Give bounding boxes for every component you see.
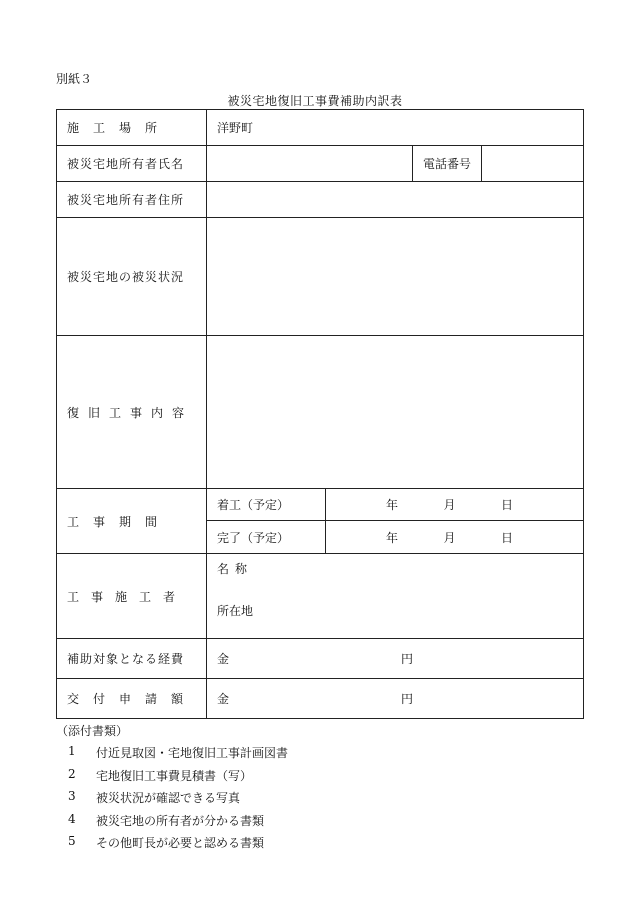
phone-label: 電話番号 (413, 146, 482, 182)
row-period-start (57, 489, 584, 521)
end-month-unit: 月 (443, 530, 456, 545)
list-item: 3 被災状況が確認できる写真 (68, 789, 241, 806)
contractor-name-label: 名称 (217, 562, 254, 576)
phone-value[interactable] (482, 146, 584, 182)
site-value[interactable]: 洋野町 (207, 110, 584, 146)
end-year-unit: 年 (386, 530, 399, 545)
site-label: 施 工 場 所 (57, 110, 207, 146)
start-day-unit: 日 (501, 498, 514, 512)
start-year-unit: 年 (386, 498, 399, 512)
contractor-address-label: 所在地 (217, 604, 254, 618)
contractor-label: 工事施工者 (57, 554, 207, 639)
attachments-heading: （添付書類） (56, 724, 129, 738)
list-item: 2 宅地復旧工事費見積書（写） (68, 766, 253, 783)
owner-address-value[interactable] (207, 182, 584, 218)
start-month-unit: 月 (443, 498, 456, 512)
document-title: 被災宅地復旧工事費補助内訳表 (227, 94, 403, 108)
row-work-content (57, 336, 584, 489)
row-grant-amount (57, 679, 584, 719)
eligible-cost-value[interactable] (207, 639, 584, 679)
end-label: 完了（予定） (207, 521, 326, 554)
end-date-field[interactable] (326, 521, 584, 554)
eligible-cost-label: 補助対象となる経費 (57, 639, 207, 679)
damage-status-value[interactable] (207, 218, 584, 336)
owner-address-label: 被災宅地所有者住所 (57, 182, 207, 218)
damage-status-label: 被災宅地の被災状況 (57, 218, 207, 336)
work-content-label: 復旧工事内容 (57, 336, 207, 489)
start-label: 着工（予定） (207, 489, 326, 521)
period-label: 工 事 期 間 (57, 489, 207, 554)
eligible-cost-kin: 金 (217, 652, 230, 666)
list-item: 1 付近見取図・宅地復旧工事計画図書 (68, 744, 289, 760)
row-eligible-cost (57, 639, 584, 679)
row-damage-status (57, 218, 584, 336)
attachments-list (68, 744, 288, 857)
eligible-cost-yen: 円 (401, 652, 414, 666)
list-item: 4 被災宅地の所有者が分かる書類 (68, 811, 265, 828)
row-site (57, 110, 584, 146)
grant-amount-value[interactable] (207, 679, 584, 719)
subsidy-breakdown-table (56, 109, 584, 719)
owner-name-value[interactable] (207, 146, 413, 182)
row-owner-address (57, 182, 584, 218)
list-item: 5 その他町長が必要と認める書類 (68, 834, 265, 851)
end-day-unit: 日 (501, 530, 514, 545)
work-content-value[interactable] (207, 336, 584, 489)
row-contractor (57, 554, 584, 639)
grant-amount-kin: 金 (217, 692, 230, 706)
grant-amount-label: 交付申請額 (57, 679, 207, 719)
attachment-number: 別紙３ (56, 72, 93, 86)
owner-name-label: 被災宅地所有者氏名 (57, 146, 207, 182)
contractor-value[interactable] (207, 554, 584, 639)
grant-amount-yen: 円 (401, 692, 414, 706)
start-date-field[interactable] (326, 489, 584, 521)
row-owner-name (57, 146, 584, 182)
